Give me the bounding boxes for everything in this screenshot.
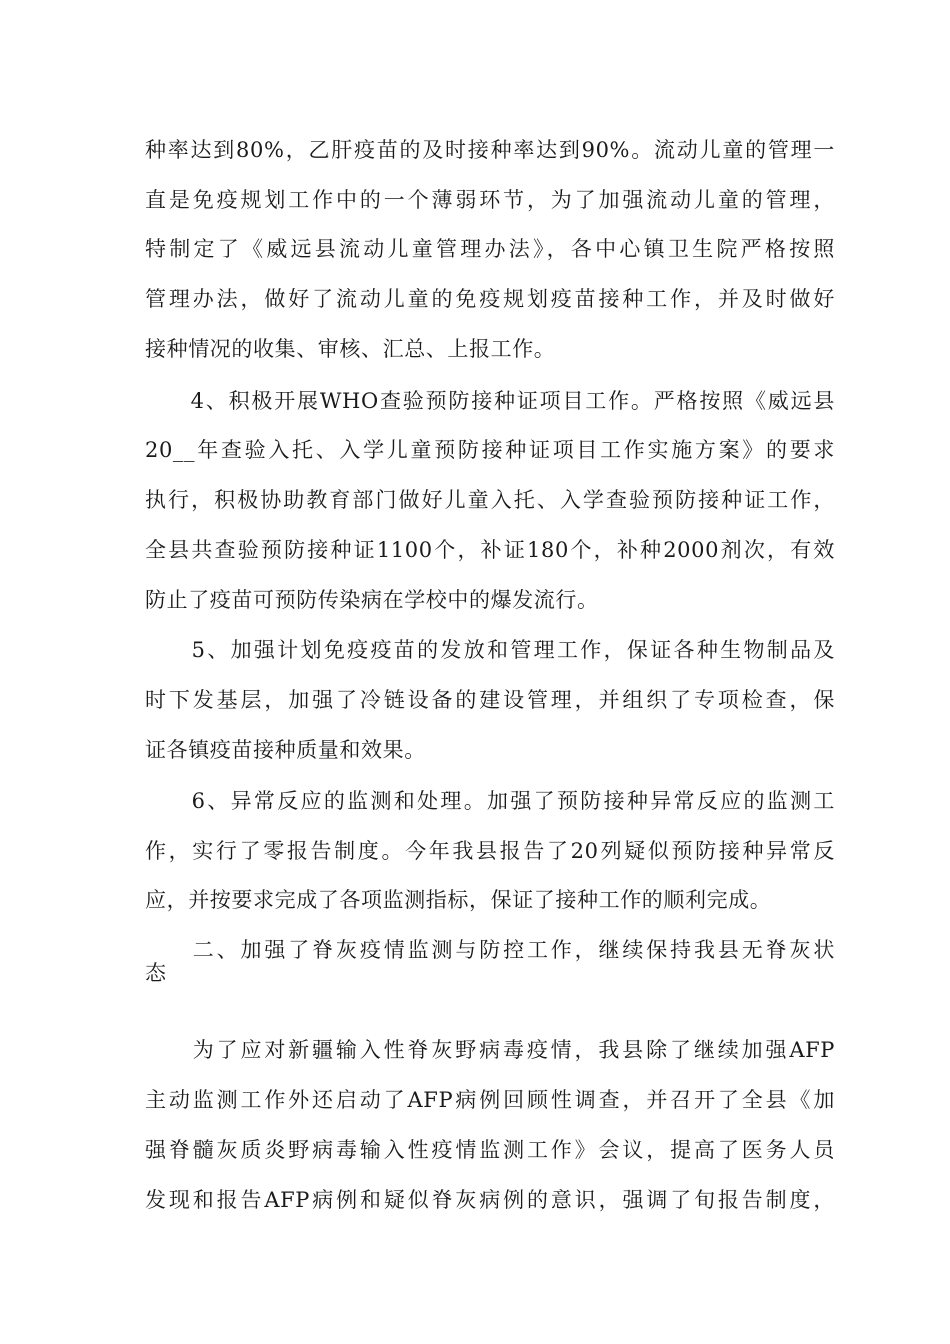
text-line: 4、积极开展WHO查验预防接种证项目工作。严格按照《威远县 bbox=[145, 389, 835, 413]
text-line: 种率达到80%，乙肝疫苗的及时接种率达到90%。流动儿童的管理一 bbox=[145, 138, 835, 162]
text-line: 防止了疫苗可预防传染病在学校中的爆发流行。 bbox=[145, 588, 599, 612]
text-line: 20__年查验入托、入学儿童预防接种证项目工作实施方案》的要求 bbox=[145, 438, 835, 462]
text-line: 应，并按要求完成了各项监测指标，保证了接种工作的顺利完成。 bbox=[145, 888, 772, 912]
text-line: 主动监测工作外还启动了AFP病例回顾性调查，并召开了全县《加 bbox=[145, 1088, 835, 1112]
section-heading-line: 二、加强了脊灰疫情监测与防控工作，继续保持我县无脊灰状 bbox=[145, 938, 835, 962]
text-line: 时下发基层，加强了冷链设备的建设管理，并组织了专项检查，保 bbox=[145, 688, 835, 712]
text-line: 特制定了《威远县流动儿童管理办法》，各中心镇卫生院严格按照 bbox=[145, 237, 835, 261]
text-line: 证各镇疫苗接种质量和效果。 bbox=[145, 738, 426, 762]
text-line: 接种情况的收集、审核、汇总、上报工作。 bbox=[145, 337, 556, 361]
text-line: 5、加强计划免疫疫苗的发放和管理工作，保证各种生物制品及 bbox=[145, 638, 835, 662]
section-heading-line: 态 bbox=[145, 961, 167, 985]
text-line: 为了应对新疆输入性脊灰野病毒疫情，我县除了继续加强AFP bbox=[145, 1038, 835, 1062]
text-line: 发现和报告AFP病例和疑似脊灰病例的意识，强调了旬报告制度， bbox=[145, 1188, 835, 1212]
text-line: 执行，积极协助教育部门做好儿童入托、入学查验预防接种证工作， bbox=[145, 488, 835, 512]
text-line: 全县共查验预防接种证1100个，补证180个，补种2000剂次，有效 bbox=[145, 538, 835, 562]
text-line: 管理办法，做好了流动儿童的免疫规划疫苗接种工作，并及时做好 bbox=[145, 287, 835, 311]
text-line: 强脊髓灰质炎野病毒输入性疫情监测工作》会议，提高了医务人员 bbox=[145, 1138, 835, 1162]
text-line: 6、异常反应的监测和处理。加强了预防接种异常反应的监测工 bbox=[145, 789, 835, 813]
text-line: 作，实行了零报告制度。今年我县报告了20列疑似预防接种异常反 bbox=[145, 839, 835, 863]
text-line: 直是免疫规划工作中的一个薄弱环节，为了加强流动儿童的管理， bbox=[145, 188, 835, 212]
